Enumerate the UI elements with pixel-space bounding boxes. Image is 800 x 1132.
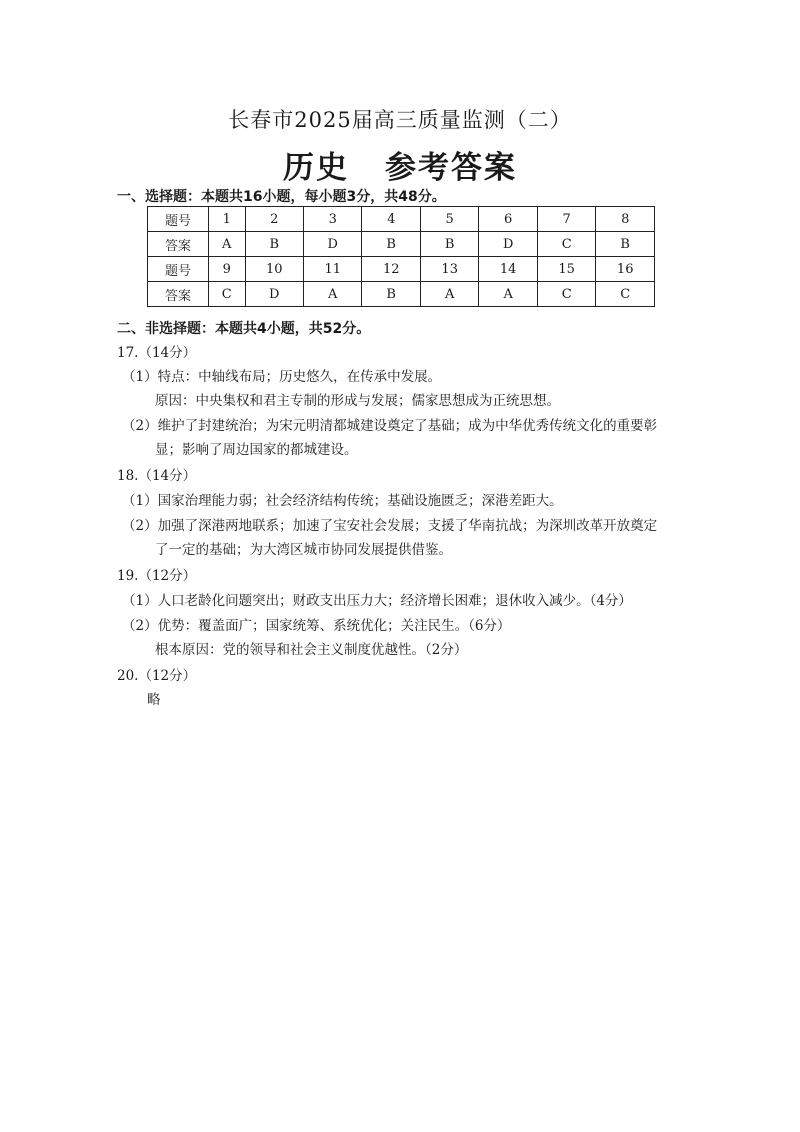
question-number-cell: 13 [420, 257, 478, 282]
q19-part2-reason: 根本原因：党的领导和社会主义制度优越性。（2分） [155, 642, 468, 658]
question-number-cell: 8 [596, 207, 655, 232]
q18-part1: （1）国家治理能力弱；社会经济结构传统；基础设施匮乏；深港差距大。 [122, 493, 563, 509]
doc-type: 参考答案 [385, 150, 517, 186]
answer-cell: A [303, 282, 361, 307]
answer-cell: C [596, 282, 655, 307]
question-number-cell: 15 [537, 257, 595, 282]
answer-row [148, 232, 655, 257]
answer-cell: B [420, 232, 478, 257]
question-number-cell: 4 [362, 207, 420, 232]
answer-row [148, 282, 655, 307]
answer-cell: B [362, 232, 420, 257]
section2-heading: 二、非选择题：本题共4小题，共52分。 [117, 321, 371, 337]
answer-cell: D [245, 282, 303, 307]
answer-table [147, 206, 655, 307]
answer-cell: C [537, 232, 595, 257]
q18-part2-cont: 了一定的基础；为大湾区城市协同发展提供借鉴。 [155, 542, 452, 558]
q17-part1: （1）特点：中轴线布局；历史悠久，在传承中发展。 [122, 369, 442, 385]
answer-cell: A [420, 282, 478, 307]
q19-part2: （2）优势：覆盖面广；国家统筹、系统优化；关注民生。（6分） [122, 618, 511, 634]
exam-title: 长春市2025届高三质量监测（二） [228, 108, 572, 132]
answer-cell: C [537, 282, 595, 307]
question-number-cell: 7 [537, 207, 595, 232]
question-number-cell: 14 [479, 257, 537, 282]
question-number-row [148, 257, 655, 282]
answer-cell: B [596, 232, 655, 257]
subject-title [0, 142, 800, 187]
question-number-cell: 10 [245, 257, 303, 282]
table-row-label: 答案 [148, 282, 209, 307]
q17-part1-reason: 原因：中央集权和君主专制的形成与发展；儒家思想成为正统思想。 [155, 393, 560, 409]
question-number-cell: 11 [303, 257, 361, 282]
table-row-label: 答案 [148, 232, 209, 257]
q18-part2: （2）加强了深港两地联系；加速了宝安社会发展；支援了华南抗战；为深圳改革开放奠定 [122, 518, 658, 534]
table-row-label: 题号 [148, 257, 209, 282]
question-number-row [148, 207, 655, 232]
q17-label: 17.（14分） [117, 345, 197, 361]
q18-label: 18.（14分） [117, 468, 197, 484]
q20-answer: 略 [147, 692, 161, 708]
question-number-cell: 16 [596, 257, 655, 282]
q17-part2-cont: 显；影响了周边国家的都城建设。 [155, 442, 358, 458]
answer-cell: A [209, 232, 246, 257]
answer-cell: C [209, 282, 246, 307]
answer-cell: B [362, 282, 420, 307]
question-number-cell: 5 [420, 207, 478, 232]
answer-cell: D [479, 232, 537, 257]
question-number-cell: 9 [209, 257, 246, 282]
answer-cell: D [303, 232, 361, 257]
q19-label: 19.（12分） [117, 568, 197, 584]
q20-label: 20.（12分） [117, 668, 197, 684]
section1-heading: 一、选择题：本题共16小题，每小题3分，共48分。 [117, 189, 446, 205]
question-number-cell: 2 [245, 207, 303, 232]
answer-cell: A [479, 282, 537, 307]
question-number-cell: 12 [362, 257, 420, 282]
question-number-cell: 6 [479, 207, 537, 232]
q17-part2: （2）维护了封建统治；为宋元明清都城建设奠定了基础；成为中华优秀传统文化的重要彰 [122, 418, 658, 434]
q19-part1: （1）人口老龄化问题突出；财政支出压力大；经济增长困难；退休收入减少。（4分） [122, 593, 632, 609]
question-number-cell: 1 [209, 207, 246, 232]
question-number-cell: 3 [303, 207, 361, 232]
answer-cell: B [245, 232, 303, 257]
table-row-label: 题号 [148, 207, 209, 232]
subject-name: 历史 [283, 150, 349, 186]
